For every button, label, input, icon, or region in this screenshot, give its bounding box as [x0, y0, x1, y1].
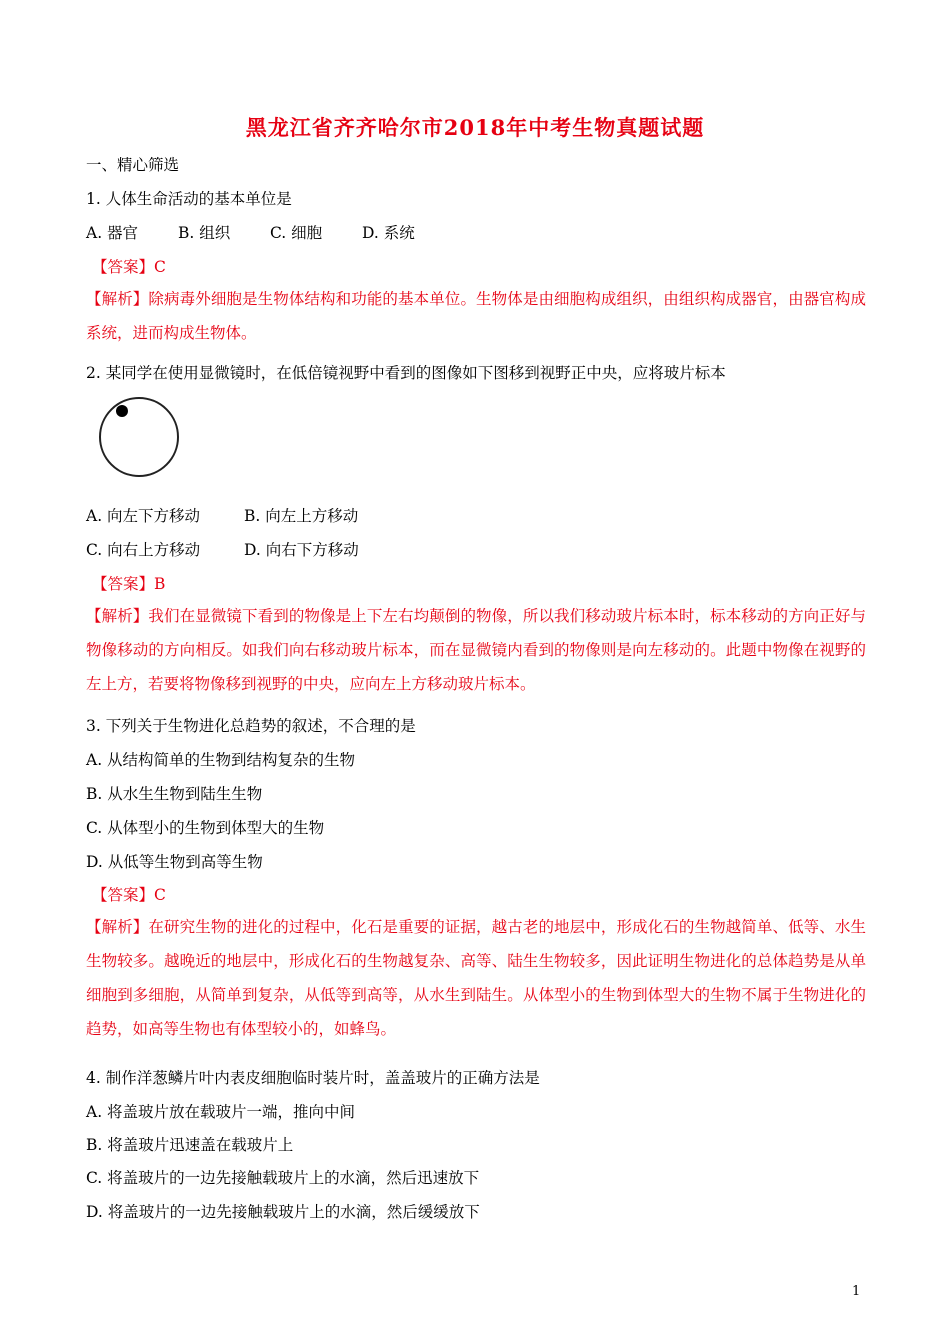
- section-heading: 一、精心筛选: [86, 156, 180, 174]
- question-2-analysis: 【解析】我们在显微镜下看到的物像是上下左右均颠倒的物像，所以我们移动玻片标本时，标本移动的方向正好与物像移动的方向相反。如我们向右移动玻片标本，而在显微镜内看到的物像则是向左移动的。此题中物像在视野的左上方，若要将物像移到视野的中央，应向左上方移动玻片标本。: [86, 607, 866, 693]
- microscope-field-figure: [94, 392, 184, 482]
- question-1-stem: 1. 人体生命活动的基本单位是: [86, 190, 292, 208]
- page-number: 1: [852, 1284, 861, 1299]
- document-title: 黑龙江省齐齐哈尔市2018年中考生物真题试题: [245, 115, 705, 140]
- q2-option-a: A. 向左下方移动: [86, 507, 201, 525]
- question-1-analysis: 【解析】除病毒外细胞是生物体结构和功能的基本单位。生物体是由细胞构成组织，由组织构成器官，由器官构成系统，进而构成生物体。: [86, 290, 866, 342]
- q4-option-a: A. 将盖玻片放在载玻片一端，推向中间: [86, 1103, 356, 1121]
- q3-option-c: C. 从体型小的生物到体型大的生物: [86, 819, 325, 837]
- q4-option-b: B. 将盖玻片迅速盖在载玻片上: [86, 1136, 294, 1154]
- question-1-options: [86, 221, 415, 243]
- question-3-stem: 3. 下列关于生物进化总趋势的叙述，不合理的是: [86, 717, 416, 735]
- question-2-stem: 2. 某同学在使用显微镜时，在低倍镜视野中看到的图像如下图移到视野正中央，应将玻片标本: [86, 364, 726, 382]
- q2-option-d: D. 向右下方移动: [244, 541, 359, 559]
- question-3-analysis: 【解析】在研究生物的进化的过程中，化石是重要的证据，越古老的地层中，形成化石的生物越简单、低等、水生生物较多。越晚近的地层中，形成化石的生物越复杂、高等、陆生生物较多，因此证明生物进化的总体趋势是从单细胞到多细胞，从简单到复杂，从低等到高等，从水生到陆生。从体型小的生物到体型大的生物不属于生物进化的趋势，如高等生物也有体型较小的，如蜂鸟。: [86, 918, 866, 1038]
- q3-option-a: A. 从结构简单的生物到结构复杂的生物: [86, 751, 356, 769]
- question-2-answer: 【答案】B: [92, 575, 166, 593]
- q2-option-b: B. 向左上方移动: [244, 507, 359, 525]
- q3-option-d: D. 从低等生物到高等生物: [86, 853, 263, 871]
- q4-option-d: D. 将盖玻片的一边先接触载玻片上的水滴，然后缓缓放下: [86, 1203, 480, 1221]
- question-2-options-row-2: [86, 538, 359, 560]
- q1-option-a: A. 器官: [86, 224, 139, 242]
- question-1-answer: 【答案】C: [92, 258, 166, 276]
- q4-option-c: C. 将盖玻片的一边先接触载玻片上的水滴，然后迅速放下: [86, 1169, 480, 1187]
- q2-option-c: C. 向右上方移动: [86, 541, 201, 559]
- q1-option-d: D. 系统: [362, 224, 415, 242]
- object-image-dot: [116, 405, 128, 417]
- question-3-answer: 【答案】C: [92, 886, 166, 904]
- q1-option-b: B. 组织: [178, 224, 231, 242]
- q3-option-b: B. 从水生生物到陆生生物: [86, 785, 263, 803]
- question-2-options-row-1: [86, 504, 358, 526]
- q1-option-c: C. 细胞: [270, 224, 323, 242]
- field-of-view-circle: [100, 398, 178, 476]
- question-4-stem: 4. 制作洋葱鳞片叶内表皮细胞临时装片时，盖盖玻片的正确方法是: [86, 1069, 540, 1087]
